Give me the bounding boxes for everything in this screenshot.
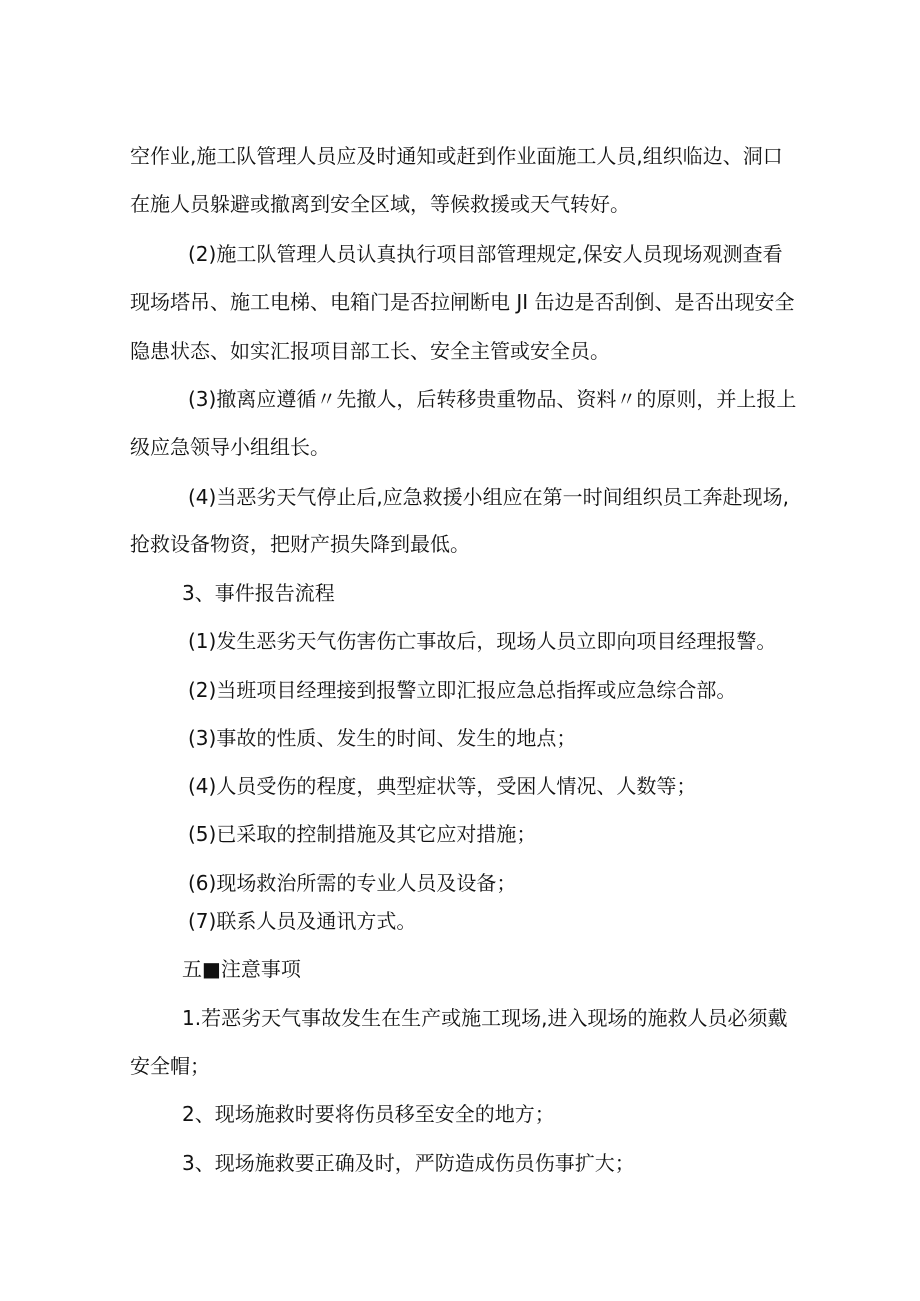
list-item: 2、现场施救时要将伤员移至安全的地方； <box>182 1102 555 1126</box>
paragraph-line: 空作业,施工队管理人员应及时通知或赶到作业面施工人员,组织临边、洞口 <box>130 144 783 168</box>
list-item: (6)现场救治所需的专业人员及设备； <box>188 871 517 895</box>
list-item: 3、现场施救要正确及时，严防造成伤员伤事扩大； <box>182 1151 635 1175</box>
list-item: (5)已采取的控制措施及其它应对措施； <box>188 822 537 846</box>
paragraph-line: 隐患状态、如实汇报项目部工长、安全主管或安全员。 <box>130 339 610 363</box>
paragraph-line: 安全帽； <box>130 1054 210 1078</box>
paragraph-line: (3)撤离应遵循〃先撤人，后转移贵重物品、资料〃的原则，并上报上 <box>188 387 797 411</box>
paragraph-line: 现场塔吊、施工电梯、电箱门是否拉闸断电 JI 缶边是否刮倒、是否出现安全 <box>130 290 795 314</box>
list-item: (1)发生恶劣天气伤害伤亡事故后，现场人员立即向项目经理报警。 <box>188 629 777 653</box>
list-item: (4)人员受伤的程度，典型症状等，受困人情况、人数等； <box>188 774 697 798</box>
paragraph-line: 抢救设备物资，把财产损失降到最低。 <box>130 532 470 556</box>
paragraph-line: 在施人员躲避或撤离到安全区域，等候救援或天气转好。 <box>130 192 630 216</box>
list-item: (7)联系人员及通讯方式。 <box>188 909 417 933</box>
paragraph-line: (2)施工队管理人员认真执行项目部管理规定,保安人员现场观测查看 <box>188 242 783 266</box>
section-heading: 3、事件报告流程 <box>182 581 335 605</box>
list-item: (2)当班项目经理接到报警立即汇报应急总指挥或应急综合部。 <box>188 678 737 702</box>
paragraph-line: (4)当恶劣天气停止后,应急救援小组应在第一时间组织员工奔赴现场, <box>188 485 790 509</box>
paragraph-line: 级应急领导小组组长。 <box>130 435 330 459</box>
list-item: 1.若恶劣天气事故发生在生产或施工现场,进入现场的施救人员必须戴 <box>182 1006 788 1030</box>
section-heading: 五■注意事项 <box>182 957 301 981</box>
list-item: (3)事故的性质、发生的时间、发生的地点； <box>188 726 577 750</box>
